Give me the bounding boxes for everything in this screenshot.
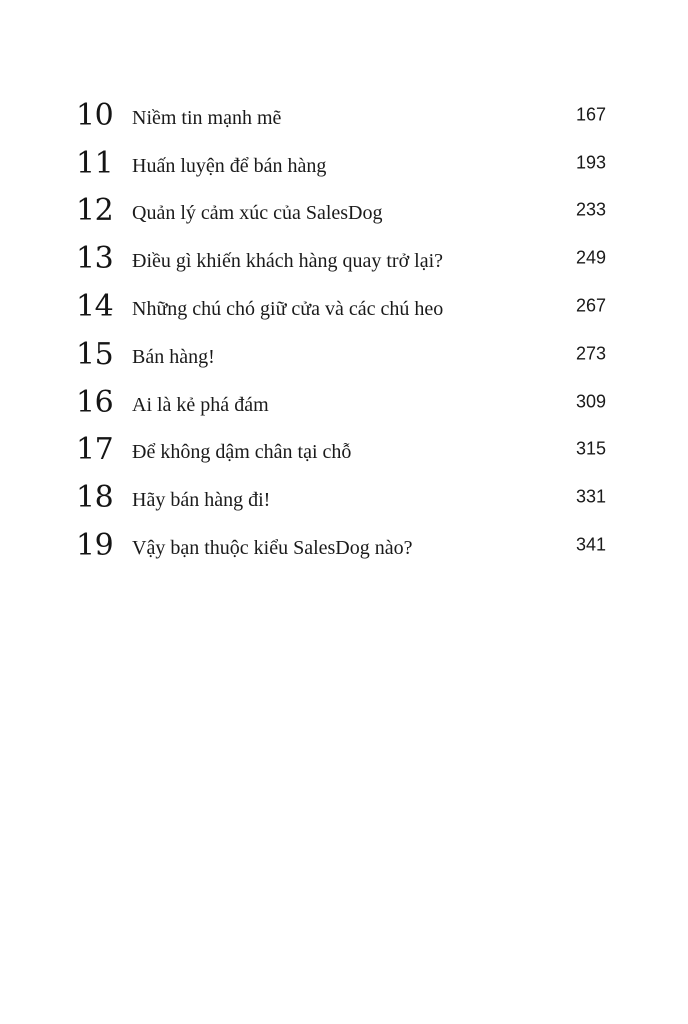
page-number: 273 bbox=[575, 343, 606, 364]
page-number: 309 bbox=[575, 391, 606, 412]
chapter-number: 14 bbox=[76, 289, 114, 325]
chapter-number: 13 bbox=[76, 241, 114, 277]
chapter-title: Huấn luyện để bán hàng bbox=[132, 154, 327, 177]
page-number: 167 bbox=[575, 104, 606, 125]
page-number: 267 bbox=[575, 295, 606, 316]
chapter-number: 16 bbox=[76, 384, 114, 420]
chapter-title: Niềm tin mạnh mẽ bbox=[132, 106, 282, 129]
chapter-title: Bán hàng! bbox=[132, 345, 215, 368]
toc-entry bbox=[76, 140, 608, 188]
toc-entry bbox=[76, 474, 608, 522]
chapter-number: 17 bbox=[76, 432, 114, 468]
chapter-title: Điều gì khiến khách hàng quay trở lại? bbox=[132, 250, 444, 273]
chapter-number: 10 bbox=[76, 97, 114, 133]
page-number: 233 bbox=[575, 199, 606, 220]
toc-entry bbox=[76, 92, 608, 140]
chapter-title: Những chú chó giữ cửa và các chú heo bbox=[132, 298, 444, 321]
chapter-title: Ai là kẻ phá đám bbox=[132, 393, 269, 416]
toc-entry bbox=[76, 283, 608, 331]
table-of-contents bbox=[76, 92, 608, 570]
toc-entry bbox=[76, 522, 608, 570]
page-number: 341 bbox=[575, 534, 606, 555]
toc-entry bbox=[76, 379, 608, 427]
toc-entry bbox=[76, 235, 608, 283]
chapter-title: Quản lý cảm xúc của SalesDog bbox=[132, 202, 383, 225]
page-number: 249 bbox=[575, 247, 606, 268]
page-number: 315 bbox=[575, 438, 606, 459]
toc-entry bbox=[76, 331, 608, 379]
chapter-title: Hãy bán hàng đi! bbox=[132, 489, 271, 512]
chapter-number: 18 bbox=[76, 480, 114, 516]
chapter-number: 12 bbox=[76, 193, 114, 229]
chapter-title: Vậy bạn thuộc kiểu SalesDog nào? bbox=[132, 537, 413, 560]
chapter-number: 11 bbox=[76, 145, 114, 181]
chapter-title: Để không dậm chân tại chỗ bbox=[132, 441, 352, 464]
chapter-number: 19 bbox=[76, 528, 114, 564]
toc-entry bbox=[76, 188, 608, 236]
chapter-number: 15 bbox=[76, 336, 114, 372]
toc-entry bbox=[76, 427, 608, 475]
page-number: 193 bbox=[575, 152, 606, 173]
page-number: 331 bbox=[575, 486, 606, 507]
